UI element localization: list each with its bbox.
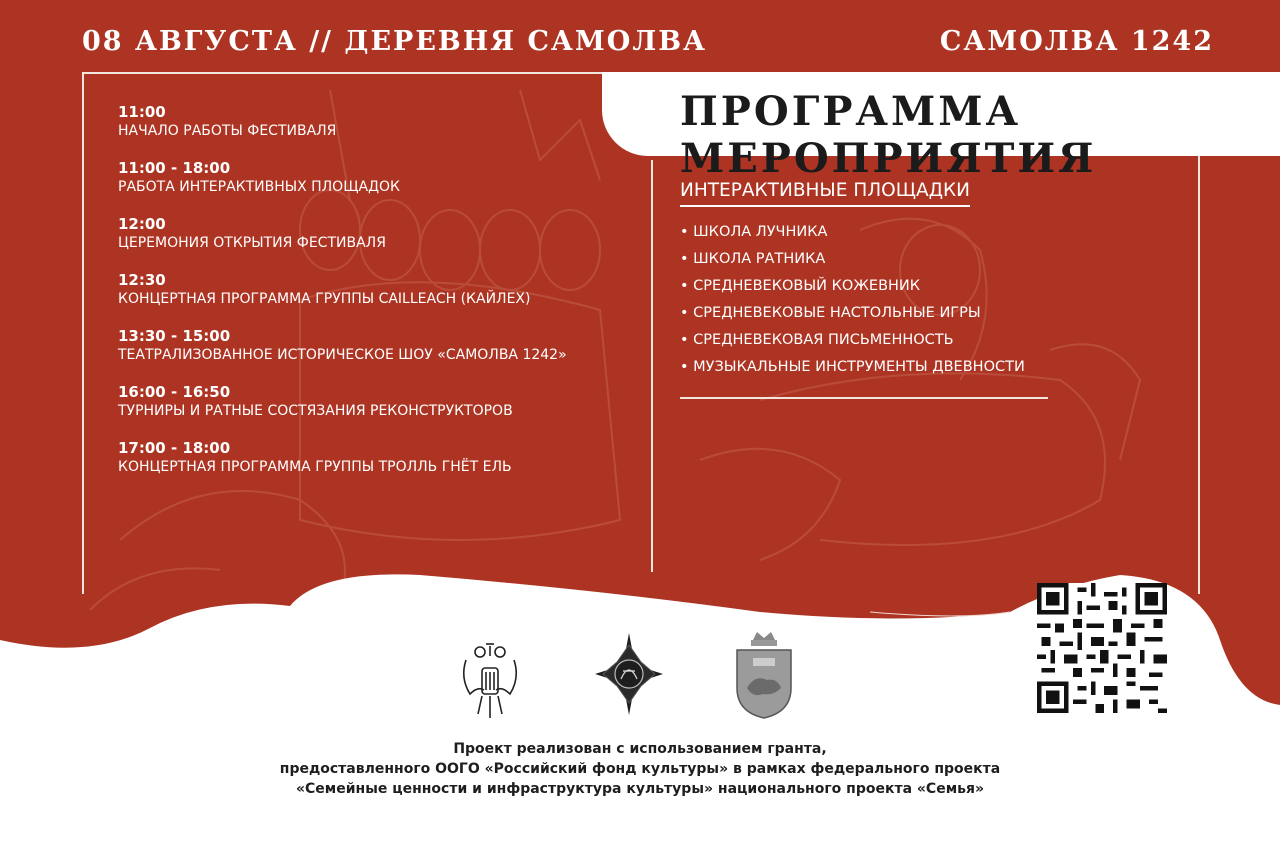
schedule-time: 12:00: [118, 215, 166, 233]
grant-notice-line: предоставленного ООГО «Российский фонд культуры» в рамках федерального проекта: [279, 761, 1001, 777]
schedule-time: 13:30 - 15:00: [118, 327, 231, 345]
grant-notice-line: «Семейные ценности и инфраструктура культуры» национального проекта «Семья»: [295, 781, 985, 797]
zone-item: • ШКОЛА РАТНИКА: [680, 251, 826, 267]
zone-item: • ШКОЛА ЛУЧНИКА: [680, 224, 828, 240]
zone-item: • СРЕДНЕВЕКОВЫЙ КОЖЕВНИК: [680, 278, 921, 294]
schedule-time: 11:00: [118, 103, 166, 121]
grant-notice-line: Проект реализован с использованием гранта,: [453, 741, 827, 757]
schedule-time: 12:30: [118, 271, 166, 289]
grant-notice: [200, 739, 1080, 799]
page-title: ПРОГРАММА МЕРОПРИЯТИЯ: [680, 88, 1097, 182]
zone-item: • МУЗЫКАЛЬНЫЕ ИНСТРУМЕНТЫ ДВЕВНОСТИ: [680, 359, 1025, 375]
schedule-time: 16:00 - 16:50: [118, 383, 231, 401]
ministry-eagle-logo: [458, 638, 522, 724]
zone-item: • СРЕДНЕВЕКОВАЯ ПИСЬМЕННОСТЬ: [680, 332, 954, 348]
schedule-description: РАБОТА ИНТЕРАКТИВНЫХ ПЛОЩАДОК: [118, 179, 400, 195]
schedule-description: КОНЦЕРТНАЯ ПРОГРАММА ГРУППЫ CAILLEACH (КАЙЛЕХ): [118, 291, 531, 307]
schedule-description: ТЕАТРАЛИЗОВАННОЕ ИСТОРИЧЕСКОЕ ШОУ «САМОЛВА 1242»: [118, 347, 567, 363]
schedule-time: 11:00 - 18:00: [118, 159, 231, 177]
schedule-time: 17:00 - 18:00: [118, 439, 231, 457]
schedule-description: ТУРНИРЫ И РАТНЫЕ СОСТЯЗАНИЯ РЕКОНСТРУКТОРОВ: [118, 403, 513, 419]
zone-item: • СРЕДНЕВЕКОВЫЕ НАСТОЛЬНЫЕ ИГРЫ: [680, 305, 981, 321]
zones-heading: ИНТЕРАКТИВНЫЕ ПЛОЩАДКИ: [680, 180, 970, 207]
qr-code[interactable]: [1037, 583, 1167, 713]
schedule-description: ЦЕРЕМОНИЯ ОТКРЫТИЯ ФЕСТИВАЛЯ: [118, 235, 386, 251]
culture-fund-star-logo: [593, 631, 665, 717]
schedule-description: НАЧАЛО РАБОТЫ ФЕСТИВАЛЯ: [118, 123, 337, 139]
event-date-location: 08 АВГУСТА // ДЕРЕВНЯ САМОЛВА: [82, 26, 708, 57]
schedule-description: КОНЦЕРТНАЯ ПРОГРАММА ГРУППЫ ТРОЛЛЬ ГНЁТ ЕЛЬ: [118, 459, 512, 475]
pskov-coat-of-arms-logo: [733, 628, 795, 720]
event-brand: САМОЛВА 1242: [939, 26, 1214, 57]
